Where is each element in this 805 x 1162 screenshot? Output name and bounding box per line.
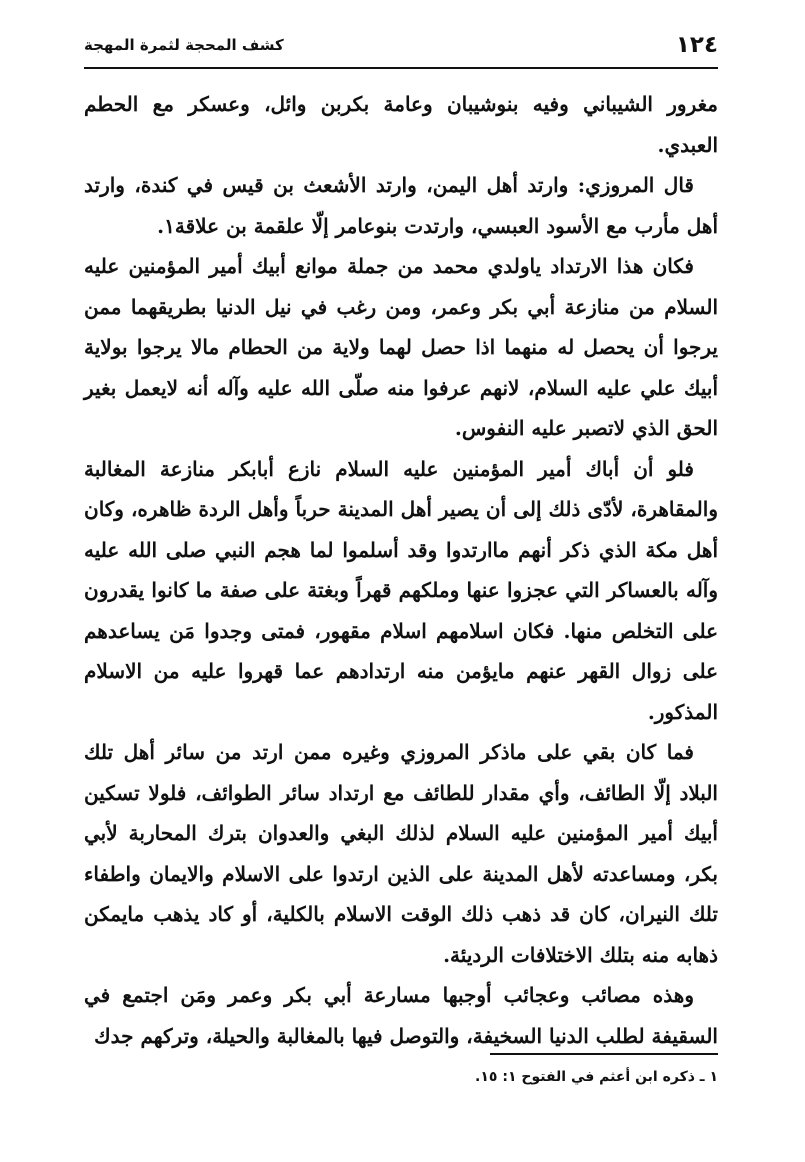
paragraph: فما كان بقي على ماذكر المروزي وغيره ممن ارتد من سائر أهل تلك البلاد إلّا الطائف، وأي مقدار للطائف مع ارتداد سائر الطوائف، فلولا تسكين أبيك أمير المؤمنين عليه السلام لذلك البغي والعدوان بترك المحاربة لأبي بكر، ومساعدته لأهل المدينة على الذين ارتدوا على الاسلام والايمان واطفاء تلك النيران، كان قد ذهب ذلك الوقت الاسلام بالكلية، أو كاد يذهب مايمكن ذهابه منه بتلك الاختلافات الرديئة. xyxy=(84,740,718,967)
paragraph: وهذه مصائب وعجائب أوجبها مسارعة أبي بكر وعمر ومَن اجتمع في السقيفة لطلب الدنيا السخيفة، والتوصل فيها بالمغالبة والحيلة، وتركهم جدك xyxy=(84,983,718,1048)
header-divider xyxy=(84,67,718,69)
footnote-divider xyxy=(490,1053,718,1055)
paragraph: فكان هذا الارتداد ياولدي محمد من جملة موانع أبيك أمير المؤمنين عليه السلام من منازعة أبي بكر وعمر، ومن رغب في نيل الدنيا بطريقهما ممن يرجوا أن يحصل له منهما اذا حصل لهما ولاية من الحطام مالا يرجوا بولاية أبيك علي عليه السلام، لانهم عرفوا منه صلّى الله عليه وآله أنه لايعمل بغير الحق الذي لاتصبر عليه النفوس. xyxy=(84,254,718,440)
footnote: ١ ـ ذكره ابن أعثم في الفتوح ١: ١٥. xyxy=(475,1069,718,1085)
paragraph: قال المروزي: وارتد أهل اليمن، وارتد الأشعث بن قيس في كندة، وارتد أهل مأرب مع الأسود العبسي، وارتدت بنوعامر إلّا علقمة بن علاقة١. xyxy=(84,173,718,238)
paragraph: مغرور الشيباني وفيه بنوشيبان وعامة بكربن وائل، وعسكر مع الحطم العبدي. xyxy=(84,92,718,157)
paragraph: فلو أن أباك أمير المؤمنين عليه السلام نازع أبابكر منازعة المغالبة والمقاهرة، لأدّى ذلك إلى أن يصير أهل المدينة حرباً وأهل الردة ظاهره، وكان أهل مكة الذي ذكر أنهم ماارتدوا وقد أسلموا لما هجم النبي صلى الله عليه وآله بالعساكر التي عجزوا عنها وملكهم قهراً وبغتة على صفة ما كانوا يقدرون على التخلص منها. فكان اسلامهم اسلام مقهور، فمتى وجدوا مَن يساعدهم على زوال القهر عنهم مايؤمن منه ارتدادهم عما قهروا عليه من الاسلام المذكور. xyxy=(84,456,719,724)
page-header xyxy=(84,28,718,62)
body-text xyxy=(84,84,718,1056)
running-title: كشف المحجة لثمرة المهجة xyxy=(84,36,284,54)
page-number: ١٢٤ xyxy=(675,32,718,58)
